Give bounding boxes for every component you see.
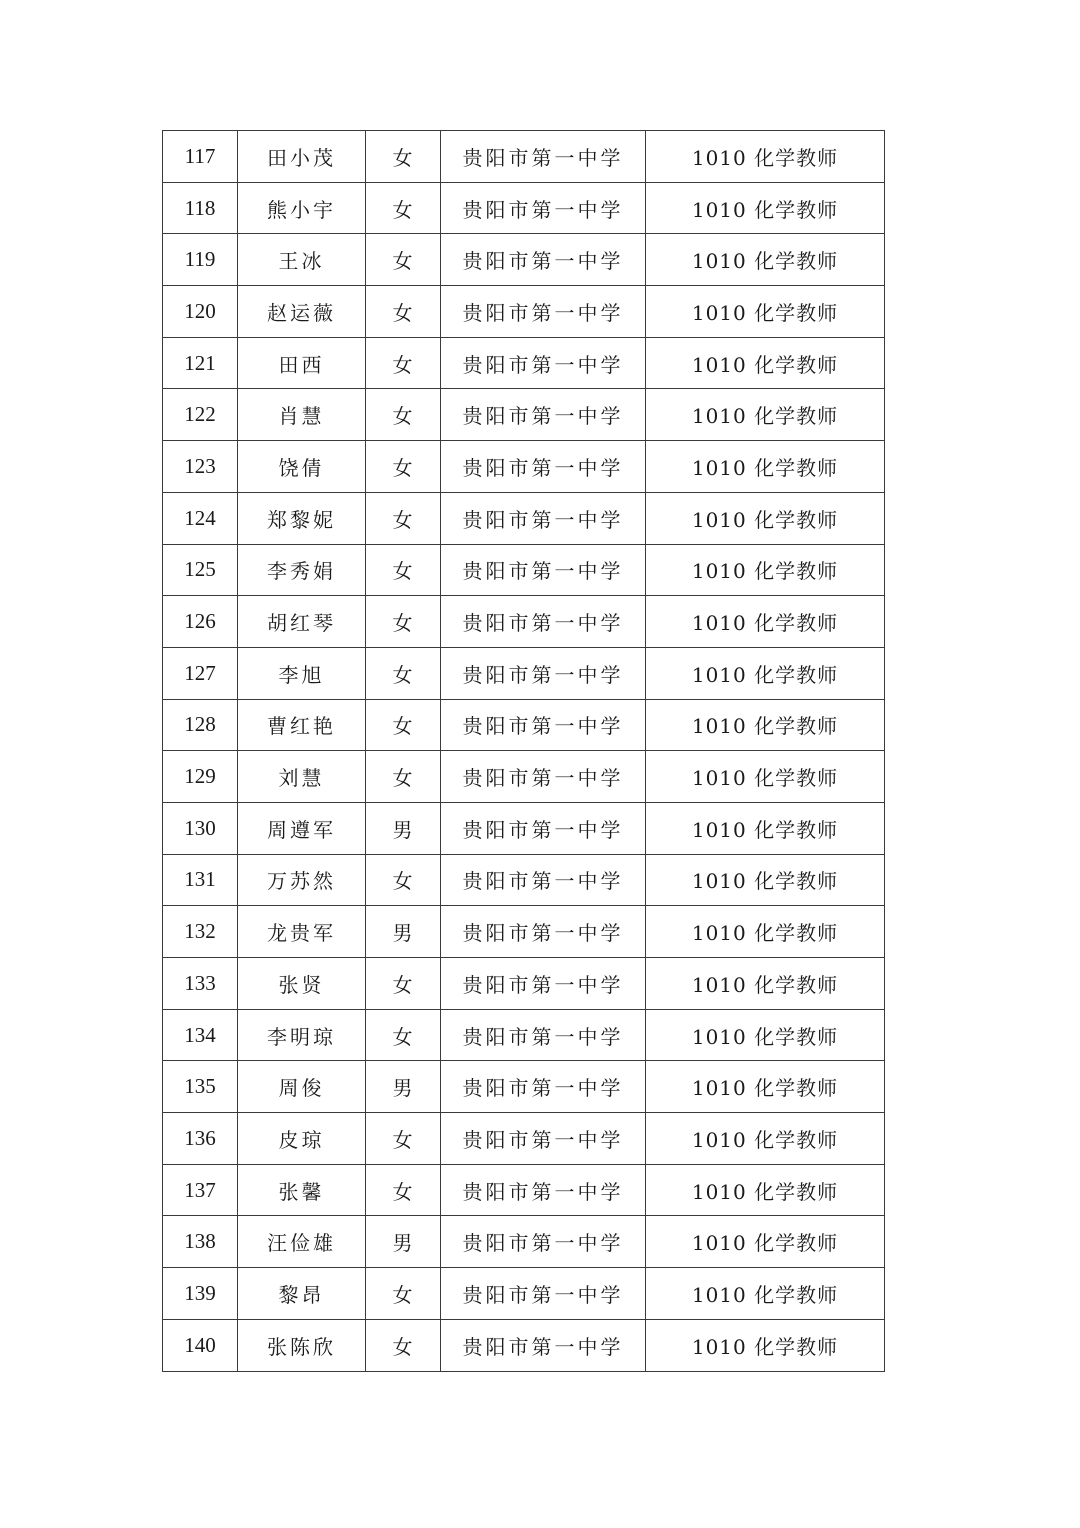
position-cell: 1010 化学教师: [646, 751, 885, 803]
gender-cell: 女: [366, 854, 441, 906]
gender-cell: 男: [366, 802, 441, 854]
school-cell: 贵阳市第一中学: [441, 389, 646, 441]
position-cell: 1010 化学教师: [646, 1268, 885, 1320]
roster-table-body: [163, 131, 885, 1372]
gender-cell: 女: [366, 699, 441, 751]
row-number-cell: 121: [163, 337, 238, 389]
row-number-cell: 137: [163, 1164, 238, 1216]
row-number-cell: 125: [163, 544, 238, 596]
school-cell: 贵阳市第一中学: [441, 234, 646, 286]
table-row: [163, 1164, 885, 1216]
table-row: [163, 699, 885, 751]
table-row: [163, 492, 885, 544]
row-number-cell: 117: [163, 131, 238, 183]
position-cell: 1010 化学教师: [646, 958, 885, 1010]
position-cell: 1010 化学教师: [646, 596, 885, 648]
name-cell: 饶倩: [238, 441, 366, 493]
name-cell: 郑黎妮: [238, 492, 366, 544]
gender-cell: 女: [366, 647, 441, 699]
gender-cell: 女: [366, 286, 441, 338]
table-row: [163, 906, 885, 958]
gender-cell: 女: [366, 337, 441, 389]
position-cell: 1010 化学教师: [646, 182, 885, 234]
gender-cell: 男: [366, 906, 441, 958]
school-cell: 贵阳市第一中学: [441, 1061, 646, 1113]
gender-cell: 女: [366, 1164, 441, 1216]
name-cell: 张贤: [238, 958, 366, 1010]
position-cell: 1010 化学教师: [646, 647, 885, 699]
position-cell: 1010 化学教师: [646, 906, 885, 958]
table-row: [163, 441, 885, 493]
row-number-cell: 124: [163, 492, 238, 544]
position-cell: 1010 化学教师: [646, 234, 885, 286]
row-number-cell: 127: [163, 647, 238, 699]
row-number-cell: 126: [163, 596, 238, 648]
table-row: [163, 286, 885, 338]
row-number-cell: 138: [163, 1216, 238, 1268]
table-row: [163, 389, 885, 441]
gender-cell: 女: [366, 1319, 441, 1371]
gender-cell: 女: [366, 596, 441, 648]
table-row: [163, 596, 885, 648]
position-cell: 1010 化学教师: [646, 1164, 885, 1216]
table-row: [163, 182, 885, 234]
school-cell: 贵阳市第一中学: [441, 544, 646, 596]
row-number-cell: 118: [163, 182, 238, 234]
name-cell: 汪俭雄: [238, 1216, 366, 1268]
table-row: [163, 647, 885, 699]
school-cell: 贵阳市第一中学: [441, 337, 646, 389]
row-number-cell: 129: [163, 751, 238, 803]
table-row: [163, 751, 885, 803]
gender-cell: 女: [366, 1009, 441, 1061]
position-cell: 1010 化学教师: [646, 802, 885, 854]
school-cell: 贵阳市第一中学: [441, 1164, 646, 1216]
position-cell: 1010 化学教师: [646, 1009, 885, 1061]
roster-table: [162, 130, 885, 1372]
row-number-cell: 134: [163, 1009, 238, 1061]
name-cell: 田西: [238, 337, 366, 389]
gender-cell: 女: [366, 544, 441, 596]
position-cell: 1010 化学教师: [646, 544, 885, 596]
gender-cell: 女: [366, 958, 441, 1010]
name-cell: 李秀娟: [238, 544, 366, 596]
table-row: [163, 337, 885, 389]
name-cell: 熊小宇: [238, 182, 366, 234]
position-cell: 1010 化学教师: [646, 337, 885, 389]
school-cell: 贵阳市第一中学: [441, 1319, 646, 1371]
row-number-cell: 123: [163, 441, 238, 493]
gender-cell: 女: [366, 751, 441, 803]
name-cell: 赵运薇: [238, 286, 366, 338]
table-row: [163, 234, 885, 286]
position-cell: 1010 化学教师: [646, 389, 885, 441]
name-cell: 周遵军: [238, 802, 366, 854]
position-cell: 1010 化学教师: [646, 441, 885, 493]
school-cell: 贵阳市第一中学: [441, 647, 646, 699]
table-row: [163, 1009, 885, 1061]
name-cell: 龙贵军: [238, 906, 366, 958]
school-cell: 贵阳市第一中学: [441, 1268, 646, 1320]
name-cell: 曹红艳: [238, 699, 366, 751]
row-number-cell: 119: [163, 234, 238, 286]
school-cell: 贵阳市第一中学: [441, 131, 646, 183]
gender-cell: 女: [366, 1113, 441, 1165]
position-cell: 1010 化学教师: [646, 699, 885, 751]
school-cell: 贵阳市第一中学: [441, 286, 646, 338]
row-number-cell: 133: [163, 958, 238, 1010]
position-cell: 1010 化学教师: [646, 1113, 885, 1165]
row-number-cell: 135: [163, 1061, 238, 1113]
row-number-cell: 139: [163, 1268, 238, 1320]
name-cell: 张陈欣: [238, 1319, 366, 1371]
gender-cell: 女: [366, 441, 441, 493]
name-cell: 李明琼: [238, 1009, 366, 1061]
row-number-cell: 120: [163, 286, 238, 338]
gender-cell: 女: [366, 1268, 441, 1320]
school-cell: 贵阳市第一中学: [441, 802, 646, 854]
table-row: [163, 131, 885, 183]
position-cell: 1010 化学教师: [646, 1216, 885, 1268]
school-cell: 贵阳市第一中学: [441, 699, 646, 751]
position-cell: 1010 化学教师: [646, 131, 885, 183]
name-cell: 刘慧: [238, 751, 366, 803]
table-row: [163, 1319, 885, 1371]
table-row: [163, 1113, 885, 1165]
row-number-cell: 132: [163, 906, 238, 958]
name-cell: 皮琼: [238, 1113, 366, 1165]
school-cell: 贵阳市第一中学: [441, 751, 646, 803]
gender-cell: 女: [366, 182, 441, 234]
school-cell: 贵阳市第一中学: [441, 906, 646, 958]
table-row: [163, 1268, 885, 1320]
position-cell: 1010 化学教师: [646, 854, 885, 906]
row-number-cell: 131: [163, 854, 238, 906]
school-cell: 贵阳市第一中学: [441, 1216, 646, 1268]
name-cell: 周俊: [238, 1061, 366, 1113]
position-cell: 1010 化学教师: [646, 286, 885, 338]
table-row: [163, 1216, 885, 1268]
gender-cell: 女: [366, 492, 441, 544]
position-cell: 1010 化学教师: [646, 492, 885, 544]
name-cell: 万苏然: [238, 854, 366, 906]
name-cell: 田小茂: [238, 131, 366, 183]
school-cell: 贵阳市第一中学: [441, 492, 646, 544]
row-number-cell: 130: [163, 802, 238, 854]
gender-cell: 男: [366, 1216, 441, 1268]
school-cell: 贵阳市第一中学: [441, 1113, 646, 1165]
table-row: [163, 802, 885, 854]
position-cell: 1010 化学教师: [646, 1061, 885, 1113]
table-row: [163, 1061, 885, 1113]
table-row: [163, 958, 885, 1010]
row-number-cell: 122: [163, 389, 238, 441]
position-cell: 1010 化学教师: [646, 1319, 885, 1371]
row-number-cell: 136: [163, 1113, 238, 1165]
gender-cell: 女: [366, 131, 441, 183]
table-row: [163, 854, 885, 906]
school-cell: 贵阳市第一中学: [441, 1009, 646, 1061]
name-cell: 黎昂: [238, 1268, 366, 1320]
gender-cell: 女: [366, 389, 441, 441]
school-cell: 贵阳市第一中学: [441, 182, 646, 234]
name-cell: 胡红琴: [238, 596, 366, 648]
school-cell: 贵阳市第一中学: [441, 854, 646, 906]
row-number-cell: 128: [163, 699, 238, 751]
gender-cell: 女: [366, 234, 441, 286]
row-number-cell: 140: [163, 1319, 238, 1371]
name-cell: 李旭: [238, 647, 366, 699]
name-cell: 肖慧: [238, 389, 366, 441]
name-cell: 王冰: [238, 234, 366, 286]
school-cell: 贵阳市第一中学: [441, 596, 646, 648]
name-cell: 张馨: [238, 1164, 366, 1216]
table-row: [163, 544, 885, 596]
school-cell: 贵阳市第一中学: [441, 441, 646, 493]
gender-cell: 男: [366, 1061, 441, 1113]
school-cell: 贵阳市第一中学: [441, 958, 646, 1010]
